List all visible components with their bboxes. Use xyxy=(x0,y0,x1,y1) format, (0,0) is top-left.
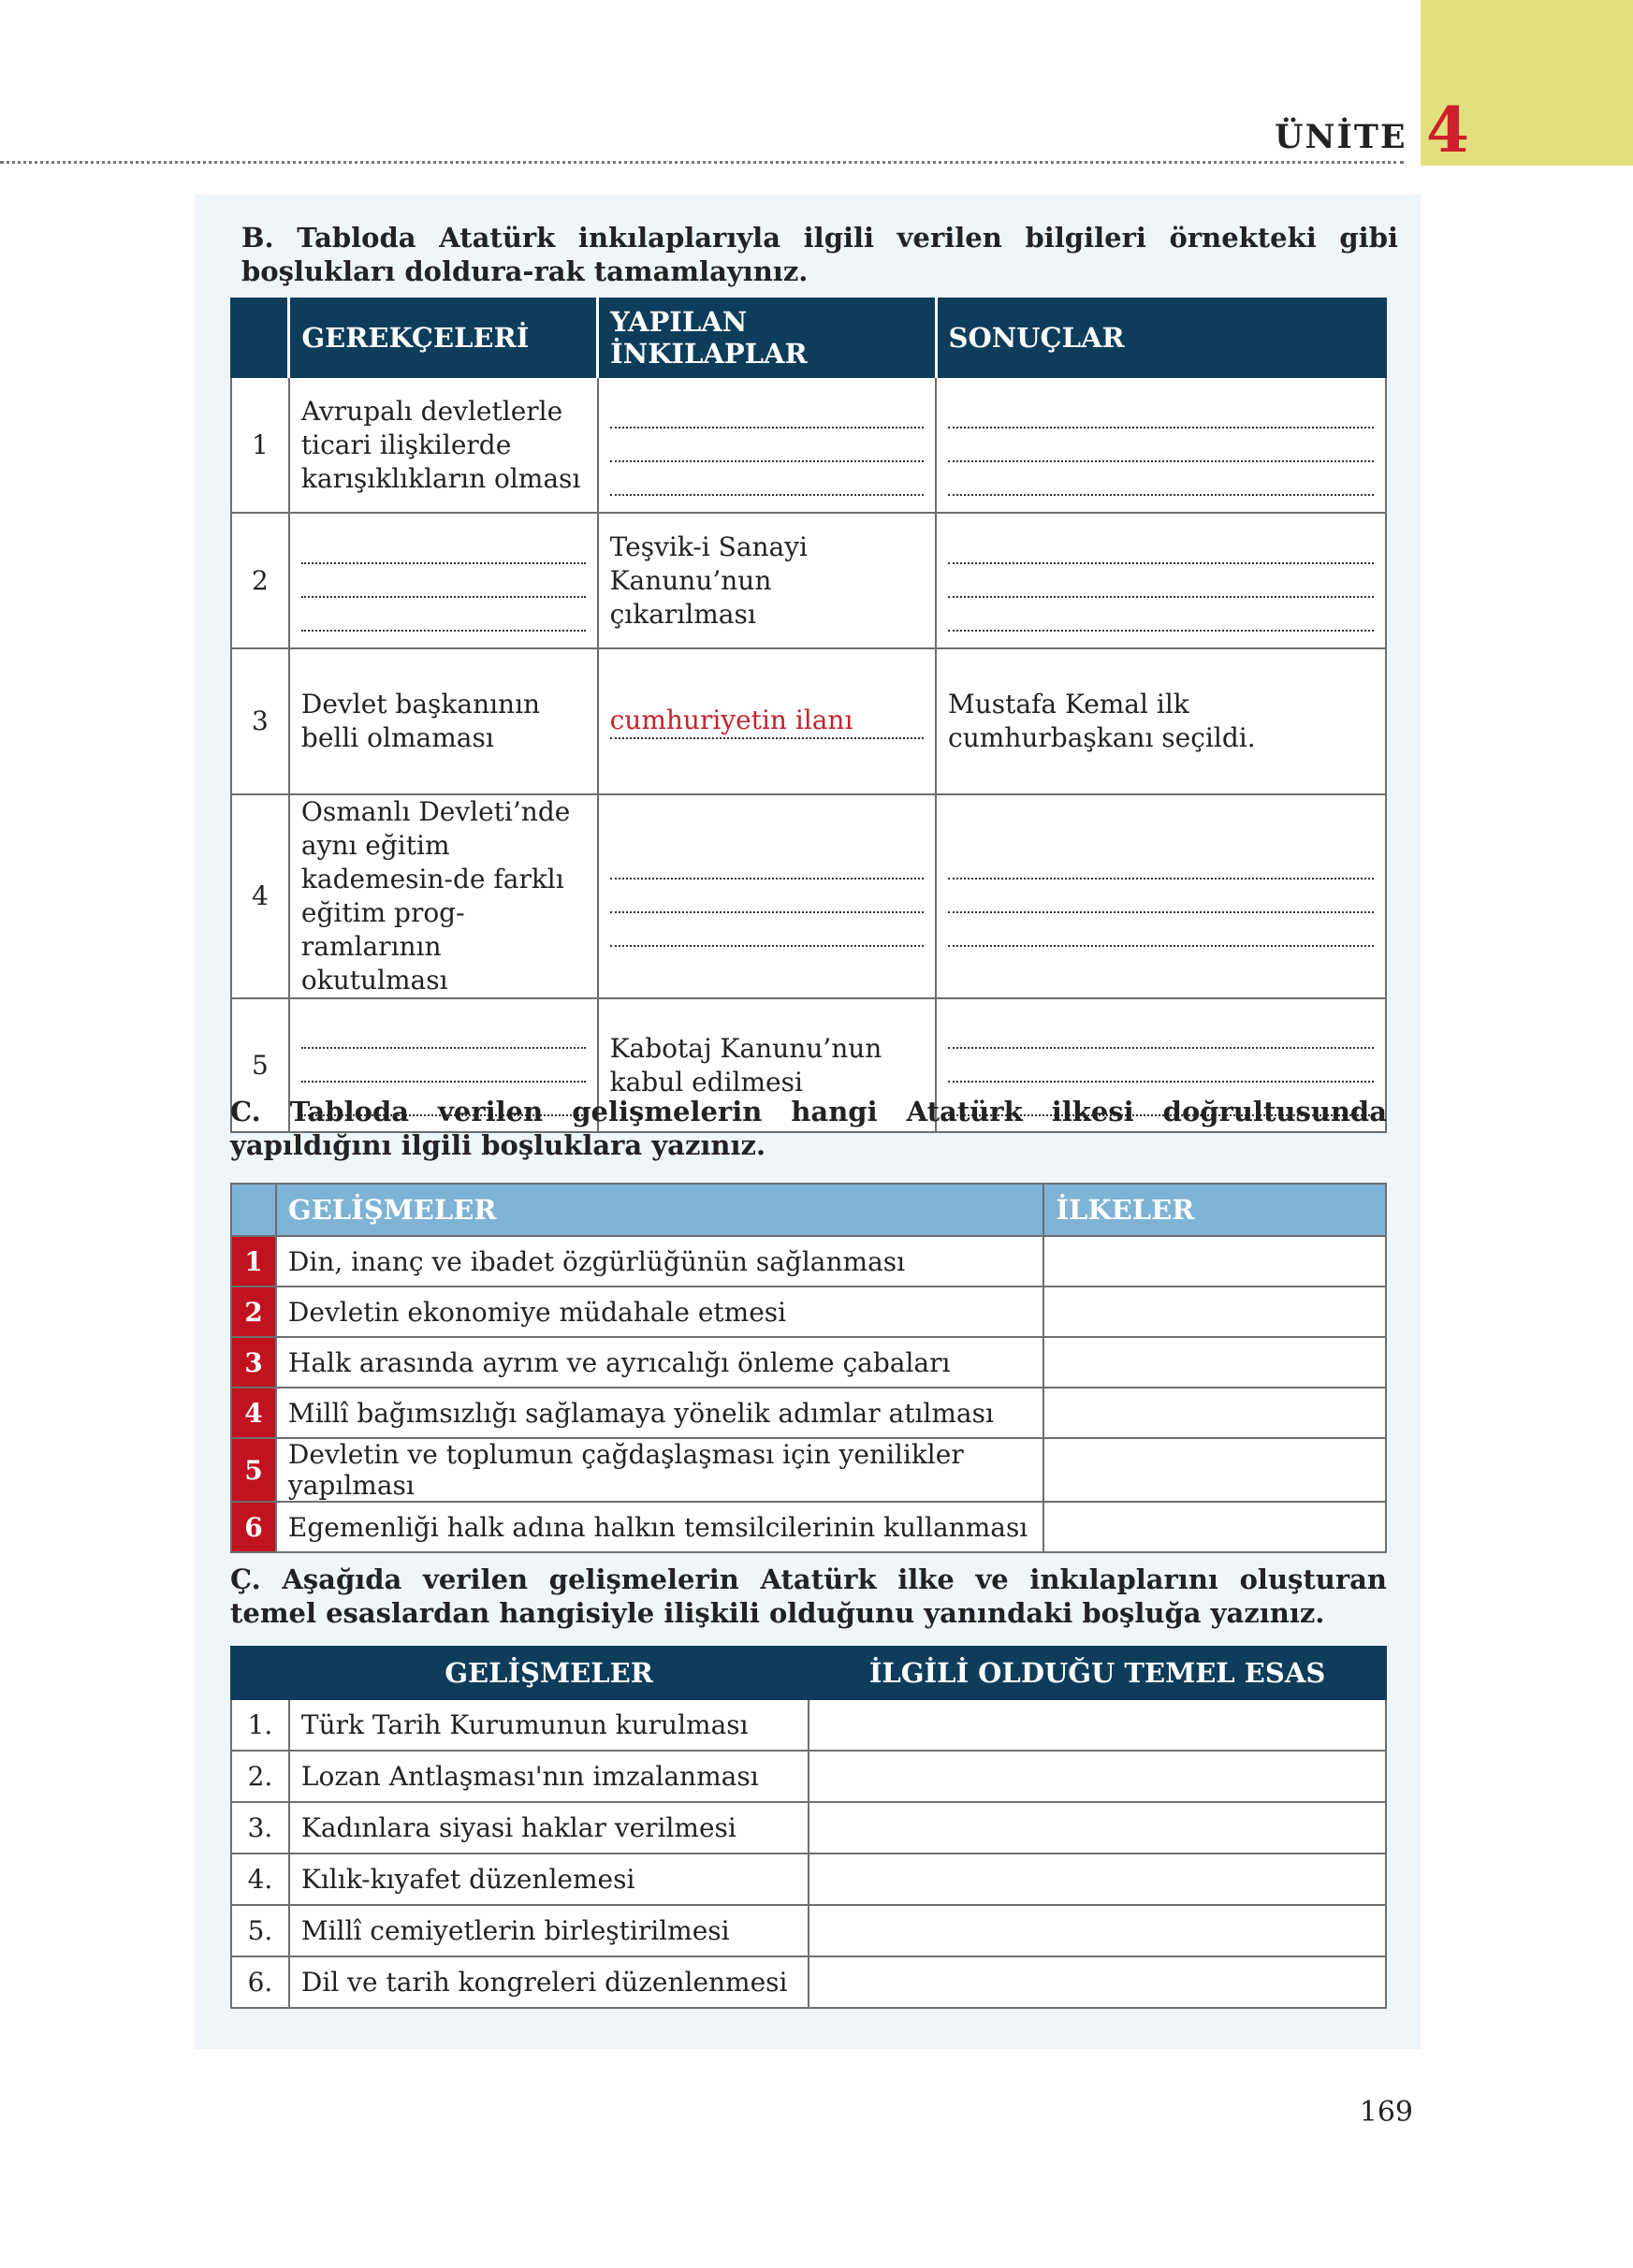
header-developments: GELİŞMELER xyxy=(276,1184,1044,1236)
principle-answer-field[interactable] xyxy=(1043,1236,1386,1287)
row-number: 5 xyxy=(231,998,289,1132)
table-row xyxy=(231,1236,1386,1287)
row-number: 4. xyxy=(231,1854,289,1905)
result-blank[interactable] xyxy=(936,794,1386,998)
table-row xyxy=(231,794,1386,998)
header-reasons: GEREKÇELERİ xyxy=(289,298,598,377)
development-cell: Lozan Antlaşması'nın imzalanması xyxy=(289,1751,809,1802)
reason-cell: Osmanlı Devleti’nde aynı eğitim kademesin-de farklı eğitim prog-ramlarının okutulması xyxy=(289,794,598,998)
row-number-badge: 2 xyxy=(231,1287,276,1337)
header-blank xyxy=(231,1184,276,1236)
principle-answer-field[interactable] xyxy=(1043,1287,1386,1337)
section-c-instruction: C. Tabloda verilen gelişmelerin hangi Atatürk ilkesi doğrultusunda yapıldığını ilgili boşluklara yazınız. xyxy=(230,1096,1387,1161)
table-row xyxy=(231,1699,1386,1751)
row-number-badge: 6 xyxy=(231,1502,276,1552)
reforms-table-header xyxy=(231,298,1386,377)
principle-answer-field[interactable] xyxy=(1043,1502,1386,1552)
development-cell: Millî bağımsızlığı sağlamaya yönelik adımlar atılması xyxy=(276,1388,1044,1438)
development-cell: Millî cemiyetlerin birleştirilmesi xyxy=(289,1905,809,1956)
table-row-example xyxy=(231,648,1386,794)
table-row xyxy=(231,1287,1386,1337)
development-cell: Devletin ve toplumun çağdaşlaşması için yenilikler yapılması xyxy=(276,1438,1044,1502)
row-number: 1. xyxy=(231,1699,289,1751)
row-number: 3 xyxy=(231,648,289,794)
fundamentals-table xyxy=(230,1646,1387,2009)
unit-label: ÜNİTE xyxy=(1275,118,1407,156)
row-number: 4 xyxy=(231,794,289,998)
development-cell: Din, inanç ve ibadet özgürlüğünün sağlanması xyxy=(276,1236,1044,1287)
reform-cell: Kabotaj Kanunu’nun kabul edilmesi xyxy=(598,998,936,1132)
fundamentals-table-header xyxy=(231,1647,1386,1699)
development-cell: Devletin ekonomiye müdahale etmesi xyxy=(276,1287,1044,1337)
header-blank xyxy=(231,1647,289,1699)
row-number-badge: 5 xyxy=(231,1438,276,1502)
row-number: 2. xyxy=(231,1751,289,1802)
development-cell: Egemenliği halk adına halkın temsilcilerinin kullanması xyxy=(276,1502,1044,1552)
fundamental-answer-field[interactable] xyxy=(809,1905,1386,1956)
row-number: 2 xyxy=(231,513,289,648)
reason-blank[interactable] xyxy=(289,513,598,648)
section-cc-instruction: Ç. Aşağıda verilen gelişmelerin Atatürk ilke ve inkılaplarını oluşturan temel esaslardan hangisiyle ilişkili olduğunu yanındaki boşluğa yazınız. xyxy=(230,1563,1387,1629)
table-row xyxy=(231,1502,1386,1552)
table-row xyxy=(231,513,1386,648)
page-number: 169 xyxy=(1359,2096,1413,2129)
row-number-badge: 1 xyxy=(231,1236,276,1287)
fundamental-answer-field[interactable] xyxy=(809,1854,1386,1905)
principle-answer-field[interactable] xyxy=(1043,1438,1386,1502)
table-row xyxy=(231,1751,1386,1802)
development-cell: Kadınlara siyasi haklar verilmesi xyxy=(289,1802,809,1854)
result-cell: Mustafa Kemal ilk cumhurbaşkanı seçildi. xyxy=(936,648,1386,794)
unit-number: 4 xyxy=(1426,94,1469,167)
header-principles: İLKELER xyxy=(1043,1184,1386,1236)
fundamental-answer-field[interactable] xyxy=(809,1956,1386,2008)
development-cell: Dil ve tarih kongreleri düzenlenmesi xyxy=(289,1956,809,2008)
row-number-badge: 3 xyxy=(231,1337,276,1388)
reform-blank[interactable] xyxy=(598,377,936,513)
table-row xyxy=(231,1438,1386,1502)
table-row xyxy=(231,1854,1386,1905)
section-b-instruction: B. Tabloda Atatürk inkılaplarıyla ilgili verilen bilgileri örnekteki gibi boşlukları doldura-rak tamamlayınız. xyxy=(241,222,1398,287)
header-results: SONUÇLAR xyxy=(936,298,1386,377)
table-row xyxy=(231,1905,1386,1956)
row-number: 3. xyxy=(231,1802,289,1854)
row-number-badge: 4 xyxy=(231,1388,276,1438)
development-cell: Halk arasında ayrım ve ayrıcalığı önleme çabaları xyxy=(276,1337,1044,1388)
reform-example-cell xyxy=(598,648,936,794)
reason-cell: Avrupalı devletlerle ticari ilişkilerde karışıklıkların olması xyxy=(289,377,598,513)
fundamental-answer-field[interactable] xyxy=(809,1751,1386,1802)
reason-cell: Devlet başkanının belli olmaması xyxy=(289,648,598,794)
result-blank[interactable] xyxy=(936,513,1386,648)
header-dotted-rule xyxy=(0,161,1404,164)
reform-blank[interactable] xyxy=(598,794,936,998)
principle-answer-field[interactable] xyxy=(1043,1388,1386,1438)
header-developments: GELİŞMELER xyxy=(289,1647,809,1699)
row-number: 6. xyxy=(231,1956,289,2008)
table-row xyxy=(231,1956,1386,2008)
table-row xyxy=(231,1802,1386,1854)
table-row xyxy=(231,377,1386,513)
principle-answer-field[interactable] xyxy=(1043,1337,1386,1388)
fundamental-answer-field[interactable] xyxy=(809,1699,1386,1751)
principles-table-header xyxy=(231,1184,1386,1236)
table-row xyxy=(231,1337,1386,1388)
fundamental-answer-field[interactable] xyxy=(809,1802,1386,1854)
example-answer: cumhuriyetin ilanı xyxy=(610,704,924,739)
development-cell: Türk Tarih Kurumunun kurulması xyxy=(289,1699,809,1751)
table-row xyxy=(231,1388,1386,1438)
header-reforms: YAPILAN İNKILAPLAR xyxy=(598,298,936,377)
header-fundamentals: İLGİLİ OLDUĞU TEMEL ESAS xyxy=(809,1647,1386,1699)
result-blank[interactable] xyxy=(936,377,1386,513)
reforms-table xyxy=(230,298,1387,1133)
reform-cell: Teşvik-i Sanayi Kanunu’nun çıkarılması xyxy=(598,513,936,648)
row-number: 5. xyxy=(231,1905,289,1956)
row-number: 1 xyxy=(231,377,289,513)
development-cell: Kılık-kıyafet düzenlemesi xyxy=(289,1854,809,1905)
principles-table xyxy=(230,1183,1387,1553)
header-blank xyxy=(231,298,289,377)
